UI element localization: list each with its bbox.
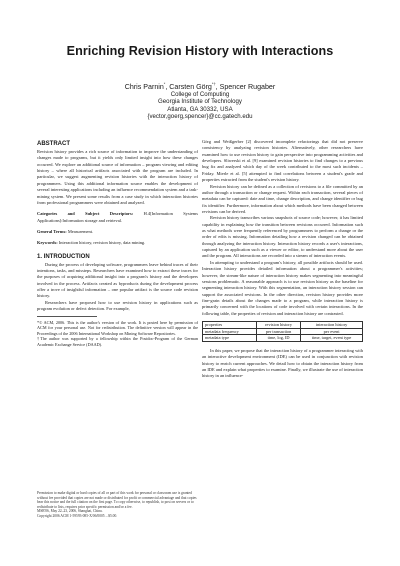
- permission-block: [37, 491, 198, 518]
- author-list: Chris Parnin*, Carsten Görg*†, Spencer Rugaber: [124, 81, 276, 91]
- introduction-heading: 1. INTRODUCTION: [37, 253, 90, 260]
- abstract-text: Revision history provides a rich source of information to improve the understanding of changes made to programs, but it yields only limited insight into how these changes occurred. We explore an additional source of information – program viewing and editing history – where all historical artifacts associated with the program are included. In particular, we suggest augmenting revision histories with the interaction history of programmers. Using this additional information source enables the development of several interesting applications including an influence recommendation system and a task-mining system. We present some results from a case study in which interaction histories from professional programmers were obtained and analyzed.: [37, 149, 198, 205]
- paper-title: Enriching Revision History with Interactions: [66, 44, 334, 58]
- table-cell: per transaction: [256, 328, 300, 335]
- intro-paragraph: Researchers have proposed how to use revision history in applications such as program evolution or defect detection. For example,: [37, 299, 198, 312]
- table-header-row: [203, 322, 363, 329]
- table-row: [203, 328, 363, 335]
- affiliation-email: {vector,goerg,spencer}@cc.gatech.edu: [147, 113, 253, 121]
- body-paragraph: Revision history can be defined as a collection of revisions to a file committed by an author through a transaction or change request. Within each transaction, several pieces of metadata can be captured: date and time, change description, and change identifier or bug fix identifier. Furthermore, information about which methods have been changed between revisions can be derived.: [202, 183, 363, 214]
- categories-label: Categories and Subject Descriptors:: [37, 211, 134, 217]
- categories-value: H.4[Information Systems Applications]:Information storage and retrieval.: [37, 211, 198, 223]
- author-3: Spencer Rugaber: [219, 83, 276, 91]
- body-paragraph: Görg and Weißgerber [2] discovered incomplete refactorings that did not preserve consistency by analyzing revision histories. Alternatively, other researchers have examined how to use revision history to gain perspective into programming activities and developers. Sliwerski et al. [9] examined revision histories to find changes to a previous bug fix and analyzed which day of the week contributed to the most such incidents – Friday. Mierle et al. [5] attempted to find correlations between a student's grade and properties extracted from the student's revision history.: [202, 139, 363, 183]
- keywords-label: Keywords:: [37, 240, 58, 246]
- footnote: †The author was supported by a fellowship within the Postdoc-Program of the German Academic Exchange Service (DAAD).: [37, 336, 198, 347]
- venue-line: MSR'06, May 22–23, 2006, Shanghai, China.: [37, 509, 103, 513]
- terms-value: Measurement.: [67, 228, 94, 234]
- author-2: Carsten Görg: [169, 83, 212, 91]
- table-row: [203, 335, 363, 342]
- terms-label: General Terms:: [37, 228, 67, 234]
- affiliation-line: Atlanta, GA 30332, USA: [167, 105, 233, 113]
- table-cell: time, log, ID: [256, 335, 300, 342]
- categories: [37, 211, 198, 224]
- affiliation: [0, 91, 400, 121]
- table-header: revision history: [256, 322, 300, 329]
- intro-paragraph: During the process of developing software, programmers leave behind traces of their intentions, tasks, and missteps. Researchers have examined how to extract these traces for the purposes of acquiring additional insight into a program's history and the developers involved in the process. Artifacts created as byproducts during the development process offer a trove of insightful information – one popular artifact is the source code revision history.: [37, 261, 198, 299]
- table-header: interaction history: [301, 322, 363, 329]
- affiliation-line: College of Computing: [170, 91, 230, 98]
- right-column: [202, 139, 363, 380]
- affiliation-line: Georgia Institute of Technology: [158, 98, 242, 106]
- permission-text: Permission to make digital or hard copies of all or part of this work for personal or classroom use is granted without fee provided that copies are not made or distributed for profit or commercial advantage and that copies bear this notice and the full citation on the first page. To copy otherwise, to republish, to post on servers or to redistribute to lists, requires prior specific permission and/or a fee.: [37, 491, 197, 509]
- table-cell: per event: [301, 328, 363, 335]
- comparison-table: [202, 321, 363, 342]
- body-paragraph: Revision history transcribes various snapshots of source code; however, it has limited capability in explaining how the transition between revisions occurred. Information such as what methods were frequently referenced by programmers to perform a change or the order of edits is missing. Information detailing how a revision changed can be obtained through analyzing the interaction history. Interaction history records a user's interactions, captured by an application such as a viewer or editor, to understand more about the user and the program. All interactions are recorded into a stream of interaction events.: [202, 215, 363, 259]
- copyright-line: Copyright 2006 ACM 1-59593-085-X/06/0005 ...$5.00.: [37, 513, 118, 518]
- body-paragraph: In attempting to understand a program's history, all possible artifacts should be used. Interaction history provides detailed information about a programmer's activities; however, the stream-like nature of interaction history makes segmenting into meaningful sessions problematic. A reasonable approach is to use revision history as the baseline for segmenting interaction history. With this segmentation, an interaction history session can support the associated revisions. In the other direction, revision history provides more fine-grain details about the changes made to a program, while interaction history is primarily concerned with the locations of code involved with certain interactions. In the following table, the properties of revision and interaction history are contrasted.: [202, 259, 363, 316]
- keywords-value: Interaction history, revision history, data mining.: [58, 240, 146, 246]
- author-1: Chris Parnin: [124, 83, 164, 91]
- abstract-heading: ABSTRACT: [37, 141, 70, 147]
- table-cell: metadata frequency: [203, 328, 257, 335]
- left-column: [37, 139, 198, 348]
- table-header: properties: [203, 322, 257, 329]
- table-cell: metadata type: [203, 335, 257, 342]
- body-paragraph: In this paper, we propose that the interaction history of a programmer interacting with an interactive development environment (IDE) can be used in conjunction with revision history to enrich current approaches. We detail how to obtain the interaction history from an IDE and explain what properties to examine. Finally, we illustrate the use of interaction history in an influence-: [202, 347, 363, 379]
- footnote: *© ACM, 2006. This is the author's version of the work. It is posted here by permission of ACM for your personal use. Not for redistribution. The definitive version will appear in the Proceedings of the 2006 International Workshop on Mining Software Repositories.: [37, 319, 198, 336]
- table-cell: time, target, event type: [301, 335, 363, 342]
